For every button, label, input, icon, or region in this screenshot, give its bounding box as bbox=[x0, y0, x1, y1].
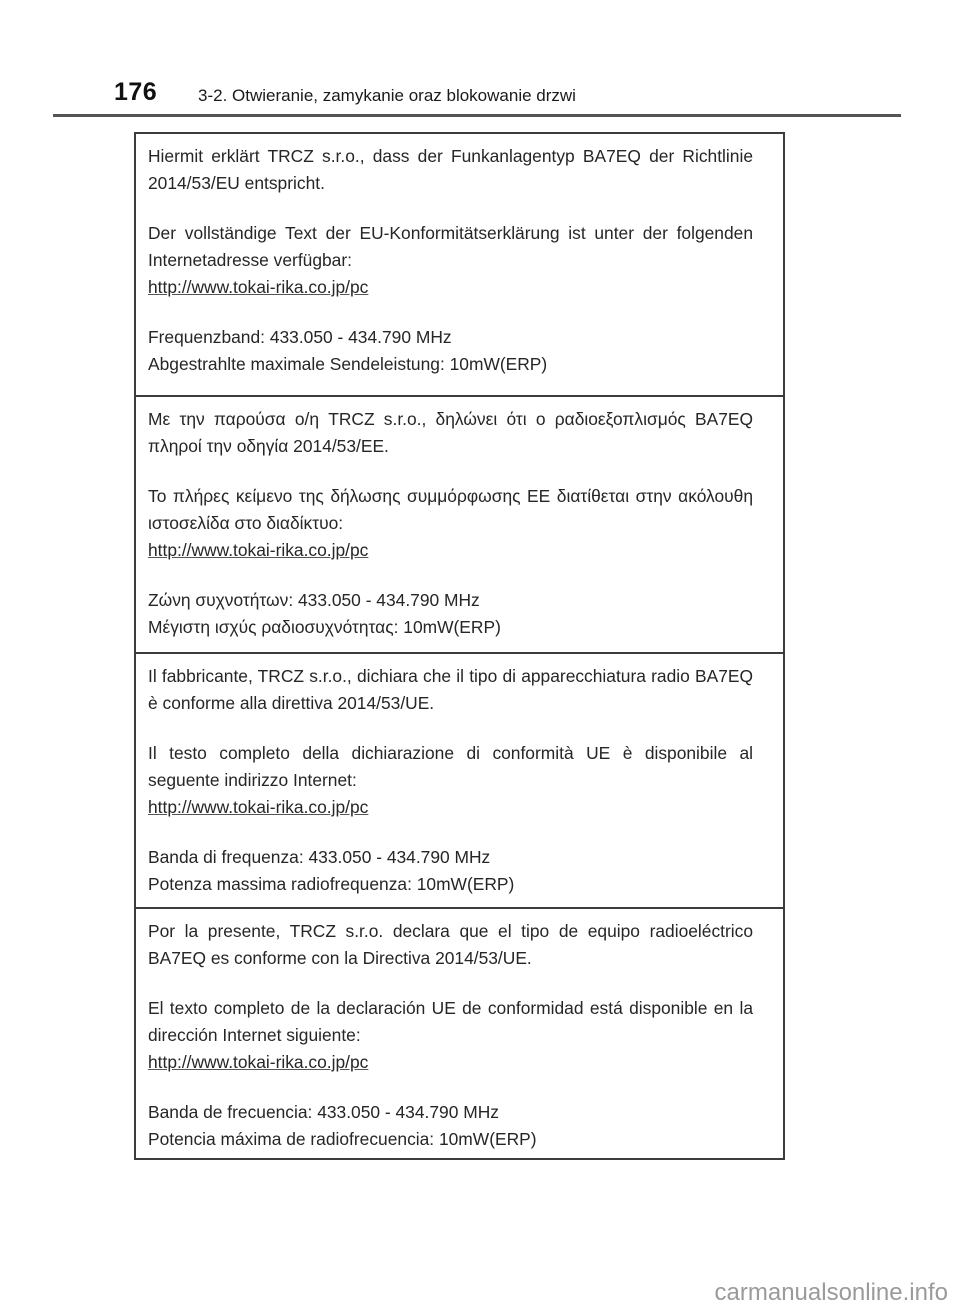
declaration-section-el bbox=[136, 397, 783, 641]
conformity-url-link[interactable]: http://www.tokai-rika.co.jp/pc bbox=[148, 540, 369, 560]
frequency-band: Banda di frequenza: 433.050 - 434.790 MHz bbox=[148, 847, 491, 867]
full-text-intro: Το πλήρες κείμενο της δήλωσης συμμόρφωσης ΕΕ διατίθεται στην ακόλουθη ιστοσελίδα στο διαδίκτυο: bbox=[148, 486, 753, 533]
max-power: Potencia máxima de radiofrecuencia: 10mW(ERP) bbox=[148, 1129, 537, 1149]
conformity-url-link[interactable]: http://www.tokai-rika.co.jp/pc bbox=[148, 1052, 369, 1072]
declaration-section-es bbox=[136, 909, 783, 1153]
conformity-url-link[interactable]: http://www.tokai-rika.co.jp/pc bbox=[148, 797, 369, 817]
site-watermark: carmanualsonline.info bbox=[714, 1279, 948, 1306]
declaration-text: Il fabbricante, TRCZ s.r.o., dichiara che il tipo di apparecchiatura radio BA7EQ è conforme alla direttiva 2014/53/UE. bbox=[148, 666, 753, 713]
declaration-section-it bbox=[136, 654, 783, 898]
frequency-band: Banda de frecuencia: 433.050 - 434.790 MHz bbox=[148, 1102, 499, 1122]
max-power: Abgestrahlte maximale Sendeleistung: 10mW(ERP) bbox=[148, 354, 548, 374]
full-text-intro: Il testo completo della dichiarazione di conformità UE è disponibile al seguente indirizzo Internet: bbox=[148, 743, 753, 790]
frequency-band: Frequenzband: 433.050 - 434.790 MHz bbox=[148, 327, 452, 347]
declaration-section-de bbox=[136, 134, 783, 378]
declaration-text: Με την παρούσα ο/η TRCZ s.r.o., δηλώνει ότι ο ραδιοεξοπλισμός BA7EQ πληροί την οδηγία 2014/53/EE. bbox=[148, 409, 753, 456]
declaration-text: Por la presente, TRCZ s.r.o. declara que el tipo de equipo radioeléctrico BA7EQ es conforme con la Directiva 2014/53/UE. bbox=[148, 921, 753, 968]
frequency-band: Ζώνη συχνοτήτων: 433.050 - 434.790 MHz bbox=[148, 590, 480, 610]
conformity-url-link[interactable]: http://www.tokai-rika.co.jp/pc bbox=[148, 277, 369, 297]
full-text-intro: Der vollständige Text der EU-Konformitätserklärung ist unter der folgenden Internetadresse verfügbar: bbox=[148, 223, 753, 270]
full-text-intro: El texto completo de la declaración UE de conformidad está disponible en la dirección Internet siguiente: bbox=[148, 998, 753, 1045]
max-power: Potenza massima radiofrequenza: 10mW(ERP) bbox=[148, 874, 515, 894]
declaration-text: Hiermit erklärt TRCZ s.r.o., dass der Funkanlagentyp BA7EQ der Richtlinie 2014/53/EU entspricht. bbox=[148, 146, 753, 193]
page-header bbox=[0, 78, 960, 118]
page-number: 176 bbox=[114, 78, 158, 106]
header-rule bbox=[53, 114, 901, 117]
declaration-frame bbox=[134, 132, 785, 1160]
max-power: Μέγιστη ισχύς ραδιοσυχνότητας: 10mW(ERP) bbox=[148, 617, 501, 637]
chapter-title: 3-2. Otwieranie, zamykanie oraz blokowanie drzwi bbox=[198, 86, 576, 105]
